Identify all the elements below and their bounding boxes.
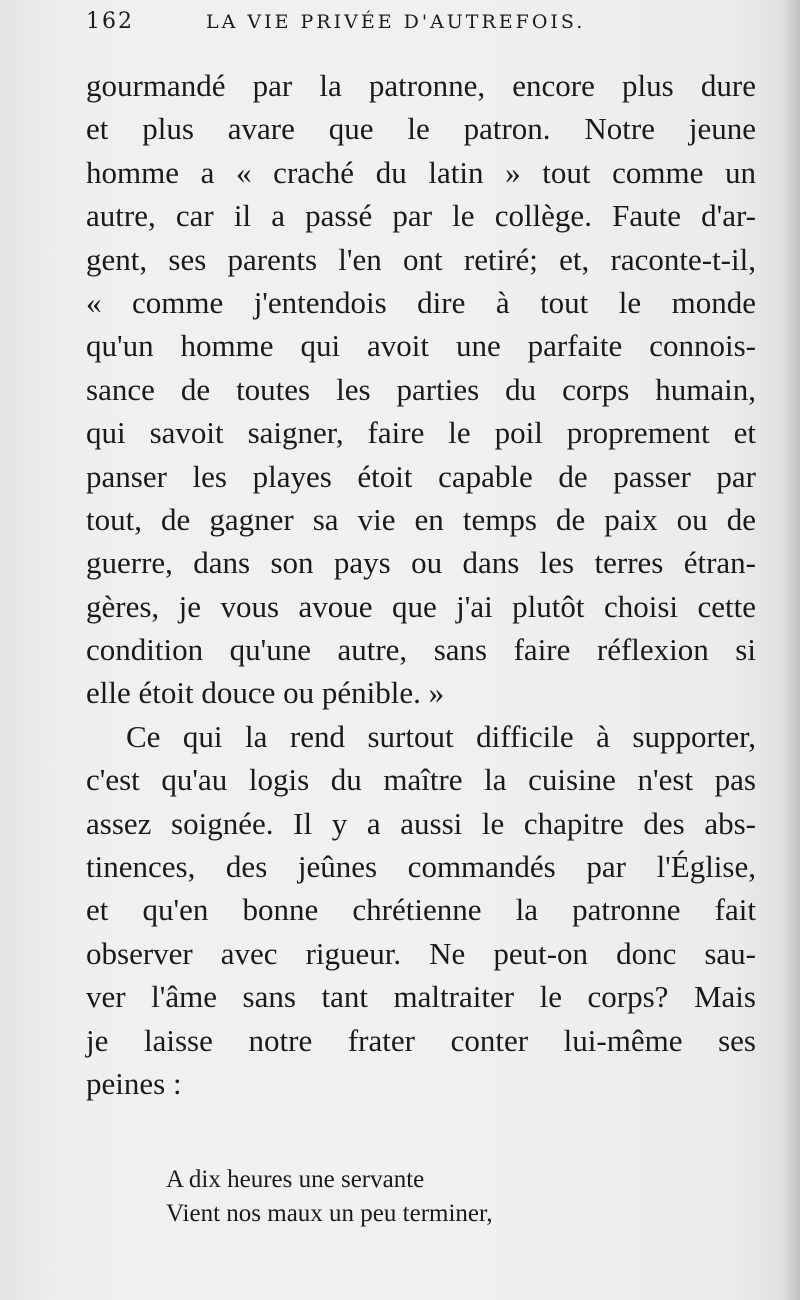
text-line: Ce qui la rend surtout difficile à supporter,: [126, 718, 756, 754]
text-line: homme a « craché du latin » tout comme un: [86, 154, 756, 190]
text-line: assez soignée. Il y a aussi le chapitre des abs-: [86, 805, 756, 841]
text-line: et plus avare que le patron. Notre jeune: [86, 111, 756, 147]
verse-line: A dix heures une servante: [166, 1166, 425, 1193]
page-edge-shadow: [782, 0, 800, 1300]
text-line: gourmandé par la patronne, encore plus dure: [86, 68, 756, 103]
text-line: gent, ses parents l'en ont retiré; et, raconte-t-il,: [86, 241, 756, 277]
verse-quotation: [166, 1163, 726, 1231]
paragraph-1: [86, 64, 756, 715]
text-line: et qu'en bonne chrétienne la patronne fait: [86, 892, 756, 928]
text-line: qui savoit saigner, faire le poil proprement et: [86, 415, 756, 451]
running-title: LA VIE PRIVÉE D'AUTREFOIS.: [206, 11, 586, 33]
text-line: condition qu'une autre, sans faire réflexion si: [86, 632, 756, 668]
text-line: « comme j'entendois dire à tout le monde: [86, 284, 756, 320]
text-line: sance de toutes les parties du corps humain,: [86, 371, 756, 407]
text-line: panser les playes étoit capable de passer par: [86, 458, 756, 494]
text-line: je laisse notre frater conter lui-même ses: [86, 1022, 756, 1058]
running-head: [86, 2, 786, 42]
text-line: elle étoit douce ou pénible. »: [86, 675, 445, 711]
text-line: peines :: [86, 1065, 182, 1101]
text-line: guerre, dans son pays ou dans les terres étran-: [86, 545, 756, 581]
text-line: observer avec rigueur. Ne peut-on donc sau-: [86, 935, 756, 971]
page-number: 162: [86, 9, 134, 34]
body-text: [86, 64, 756, 1105]
text-line: tout, de gagner sa vie en temps de paix ou de: [86, 501, 756, 537]
text-line: gères, je vous avoue que j'ai plutôt choisi cette: [86, 588, 756, 624]
text-line: c'est qu'au logis du maître la cuisine n'est pas: [86, 762, 756, 798]
paragraph-2: [86, 715, 756, 1106]
verse-line: Vient nos maux un peu terminer,: [166, 1200, 493, 1227]
text-line: ver l'âme sans tant maltraiter le corps? Mais: [86, 979, 756, 1015]
text-line: autre, car il a passé par le collège. Faute d'ar-: [86, 198, 756, 234]
text-line: qu'un homme qui avoit une parfaite connois-: [86, 328, 756, 364]
text-line: tinences, des jeûnes commandés par l'Église,: [86, 849, 756, 885]
